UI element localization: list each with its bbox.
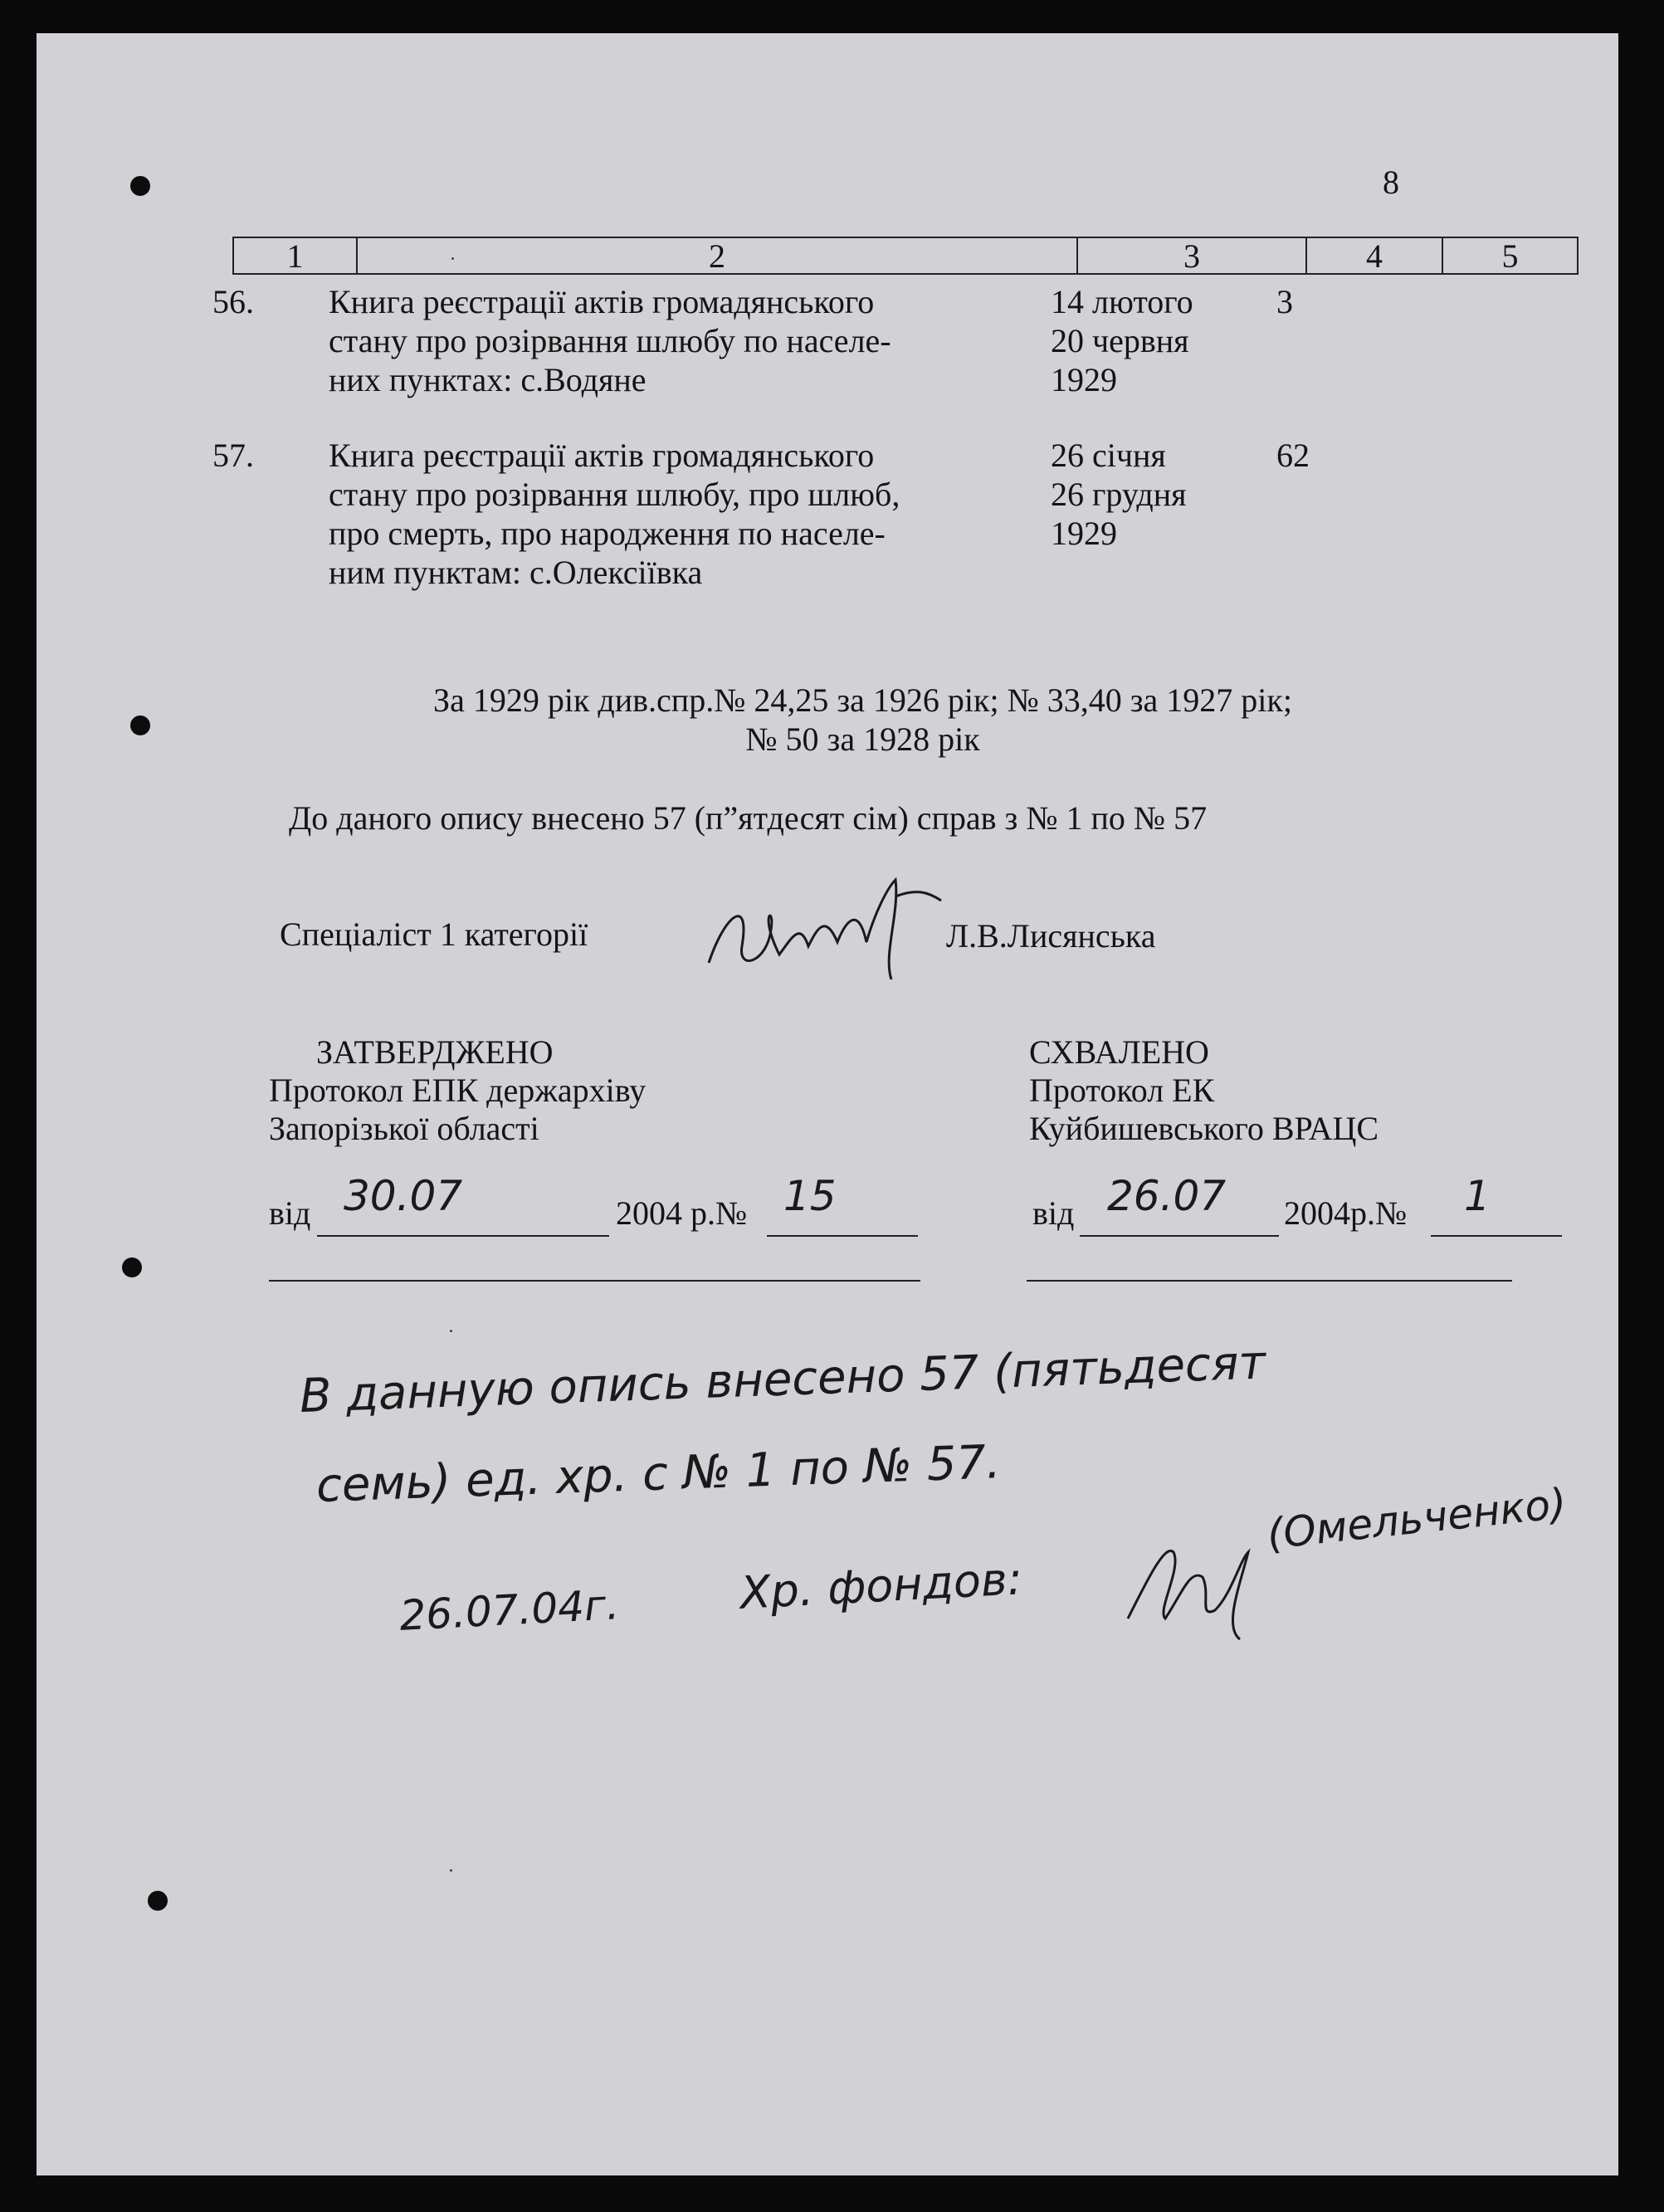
entry-dates (1051, 436, 1187, 553)
paper-speck (450, 1330, 452, 1332)
column-header-table (232, 237, 1579, 275)
entry-title (329, 436, 900, 592)
punch-hole (148, 1891, 168, 1911)
handwritten-surname: (Омельченко) (1265, 1479, 1569, 1559)
agreed-heading: СХВАЛЕНО (1029, 1033, 1209, 1071)
entry-date-line: 1929 (1051, 361, 1117, 398)
approved-protocol: Протокол ЕПК держархіву (269, 1072, 647, 1109)
agreed-date-handwritten: 26.07 (1107, 1172, 1227, 1220)
note-line: За 1929 рік див.спр.№ 24,25 за 1926 рік; № 33,40 за 1927 рік; (433, 681, 1292, 719)
note-line: № 50 за 1928 рік (745, 720, 980, 758)
entry-date-line: 20 червня (1051, 322, 1189, 359)
handwritten-custodian-label: Хр. фондов: (739, 1552, 1024, 1619)
signature-line (1027, 1280, 1512, 1282)
agreed-protocol: Протокол ЕК (1029, 1072, 1215, 1109)
entry-title-line: про смерть, про народження по населе- (329, 515, 886, 552)
specialist-position: Спеціаліст 1 категорії (280, 916, 588, 953)
column-header-2: 2 (358, 238, 1078, 273)
approved-date-prefix: від (269, 1194, 311, 1232)
agreed-office: Куйбишевського ВРАЦС (1029, 1110, 1379, 1147)
paper-speck (451, 257, 454, 260)
number-line (1431, 1235, 1562, 1237)
entry-date-line: 26 грудня (1051, 476, 1187, 513)
handwritten-line-1: В данную опись внесено 57 (пятьдесят (299, 1336, 1267, 1423)
entry-date-line: 14 лютого (1051, 283, 1193, 320)
signature-icon (692, 863, 966, 988)
entry-title (329, 282, 891, 399)
document-page (37, 33, 1618, 2175)
entry-sheet-count: 3 (1276, 283, 1293, 320)
agreed-year-number: 2004р.№ (1284, 1194, 1408, 1232)
date-line (317, 1235, 609, 1237)
column-header-5: 5 (1501, 237, 1519, 275)
approved-heading: ЗАТВЕРДЖЕНО (316, 1033, 554, 1071)
signature-line (269, 1280, 920, 1282)
approved-year-number: 2004 р.№ (616, 1194, 748, 1232)
entry-title-line: стану про розірвання шлюбу, про шлюб, (329, 476, 900, 513)
punch-hole (130, 176, 150, 196)
paper-speck (450, 1869, 452, 1872)
column-header-4: 4 (1307, 238, 1443, 273)
agreed-date-prefix: від (1032, 1194, 1075, 1232)
cross-reference-note (37, 681, 1618, 759)
entry-sheet-count: 62 (1276, 437, 1310, 474)
entry-date-line: 1929 (1051, 515, 1117, 552)
approved-date-handwritten: 30.07 (344, 1172, 463, 1220)
specialist-name: Л.В.Лисянська (946, 917, 1156, 955)
column-header-1: 1 (234, 238, 358, 273)
entry-date-line: 26 січня (1051, 437, 1166, 474)
entry-title-line: Книга реєстрації актів громадянського (329, 283, 875, 320)
entry-dates (1051, 282, 1193, 399)
entry-title-line: стану про розірвання шлюбу по населе- (329, 322, 891, 359)
handwritten-line-2: семь) ед. хр. с № 1 по № 57. (315, 1435, 1002, 1513)
agreed-number-handwritten: 1 (1464, 1172, 1491, 1220)
entry-title-line: Книга реєстрації актів громадянського (329, 437, 875, 474)
entry-title-line: ним пунктам: с.Олексіївка (329, 554, 703, 591)
column-header-3: 3 (1078, 238, 1307, 273)
date-line (1080, 1235, 1279, 1237)
number-line (767, 1235, 918, 1237)
entry-title-line: них пунктах: с.Водяне (329, 361, 647, 398)
summary-statement: До даного опису внесено 57 (п”ятдесят сім) справ з № 1 по № 57 (289, 799, 1208, 837)
handwritten-date: 26.07.04г. (398, 1580, 621, 1640)
custodian-signature-icon (1115, 1527, 1265, 1643)
page-number: 8 (1383, 164, 1399, 201)
approved-number-handwritten: 15 (783, 1172, 837, 1220)
approved-region: Запорізької області (269, 1110, 539, 1147)
entry-number: 57. (212, 437, 254, 474)
entry-number: 56. (212, 283, 254, 320)
punch-hole (122, 1257, 142, 1277)
